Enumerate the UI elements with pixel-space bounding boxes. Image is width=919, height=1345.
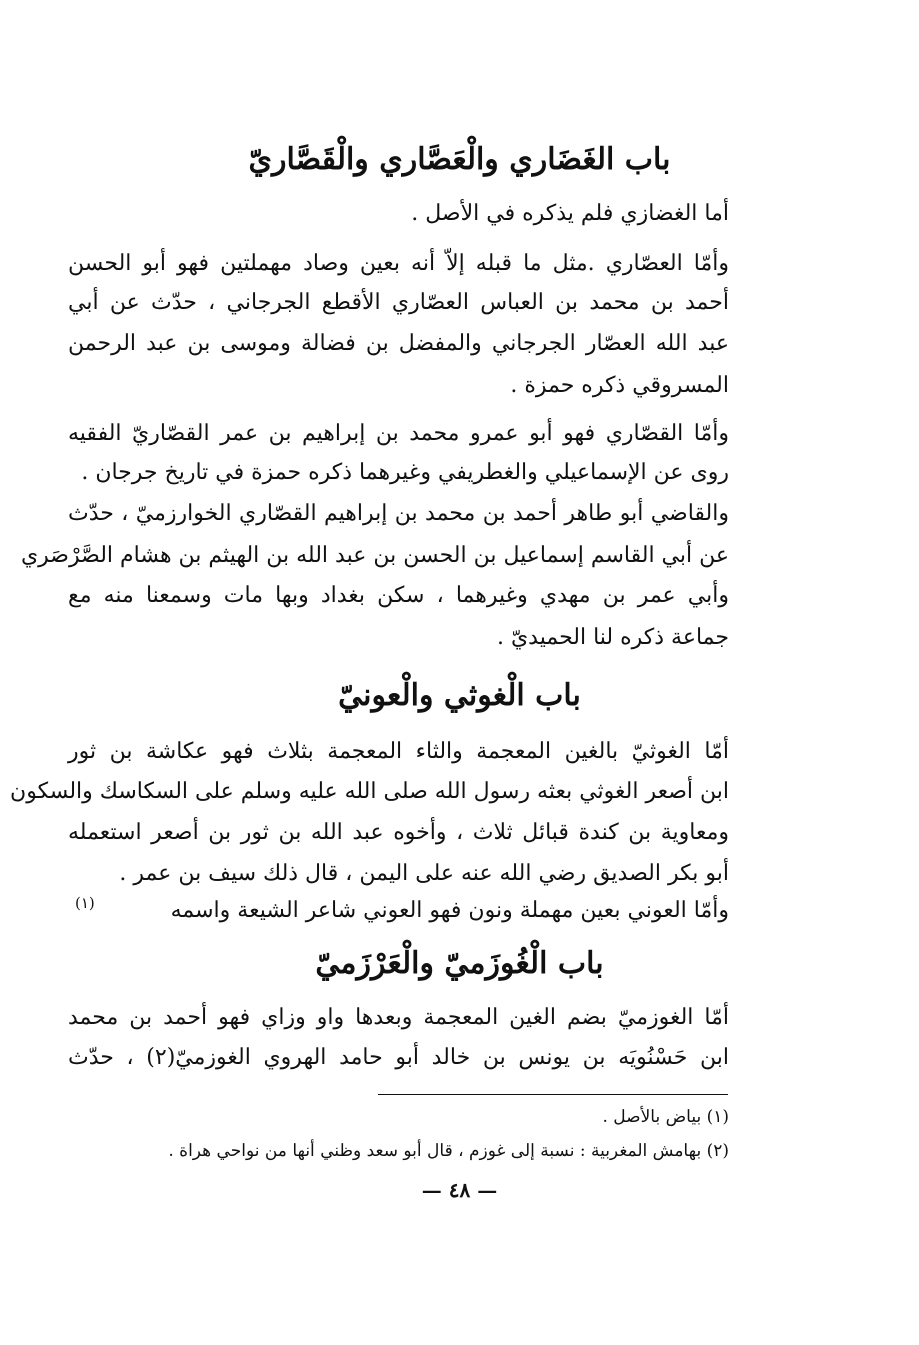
text-line: والقاضي أبو طاهر أحمد بن محمد بن إبراهيم القصّاري الخوارزميّ ، حدّث	[68, 501, 729, 526]
section-heading: باب الْغُوزَميّ والْعَرْزَميّ	[315, 946, 604, 981]
text-line: وأبي عمر بن مهدي وغيرهما ، سكن بغداد وبها مات وسمعنا منه مع	[68, 583, 729, 608]
page-number: — ٤٨ —	[421, 1178, 498, 1202]
text-line: روى عن الإسماعيلي والغطريفي وغيرهما ذكره حمزة في تاريخ جرجان .	[81, 460, 729, 485]
section-heading: باب الغَضَاري والْعَصَّاري والْقَصَّاريّ	[248, 142, 671, 177]
text-line: أبو بكر الصديق رضي الله عنه على اليمن ، قال ذلك سيف بن عمر .	[119, 861, 729, 886]
text-line: أما الغضازي فلم يذكره في الأصل .	[411, 201, 729, 226]
text-line: وأمّا العوني بعين مهملة ونون فهو العوني شاعر الشيعة واسمه	[170, 898, 729, 923]
footnote: (٢) بهامش المغربية : نسبة إلى غوزم ، قال أبو سعد وظني أنها من نواحي هراة .	[168, 1141, 729, 1161]
text-line: ابن أصعر الغوثي بعثه رسول الله صلى الله عليه وسلم على السكاسك والسكون	[10, 779, 729, 804]
text-line: أحمد بن محمد بن العباس العصّاري الأقطع الجرجاني ، حدّث عن أبي	[68, 290, 729, 315]
text-line: وأمّا العصّاري .مثل ما قبله إلاّ أنه بعين وصاد مهملتين فهو أبو الحسن	[68, 251, 729, 276]
text-line: المسروقي ذكره حمزة .	[510, 373, 729, 398]
text-line: أمّا الغوثيّ بالغين المعجمة والثاء المعجمة بثلاث فهو عكاشة بن ثور	[68, 739, 729, 764]
text-line: عبد الله العصّار الجرجاني والمفضل بن فضالة وموسى بن عبد الرحمن	[68, 331, 729, 356]
text-line: جماعة ذكره لنا الحميديّ .	[496, 625, 729, 650]
text-line: ومعاوية بن كندة قبائل ثلاث ، وأخوه عبد الله بن ثور بن أصعر استعمله	[68, 820, 729, 845]
text-line: عن أبي القاسم إسماعيل بن الحسن بن عبد الله بن الهيثم بن هشام الصَّرْصَري	[20, 543, 729, 568]
section-heading: باب الْغوثي والْعونيّ	[338, 678, 581, 713]
footnote-reference: (١)	[75, 894, 95, 912]
text-line: ابن حَسْنُويَه بن يونس بن خالد أبو حامد الهروي الغوزميّ(٢) ، حدّث	[68, 1045, 729, 1070]
footnote: (١) بياض بالأصل .	[602, 1107, 729, 1127]
footnote-divider	[378, 1094, 728, 1095]
text-line: أمّا الغوزميّ بضم الغين المعجمة وبعدها واو وزاي فهو أحمد بن محمد	[68, 1005, 729, 1030]
text-line: وأمّا القصّاري فهو أبو عمرو محمد بن إبراهيم بن عمر القصّاريّ الفقيه	[68, 421, 729, 446]
